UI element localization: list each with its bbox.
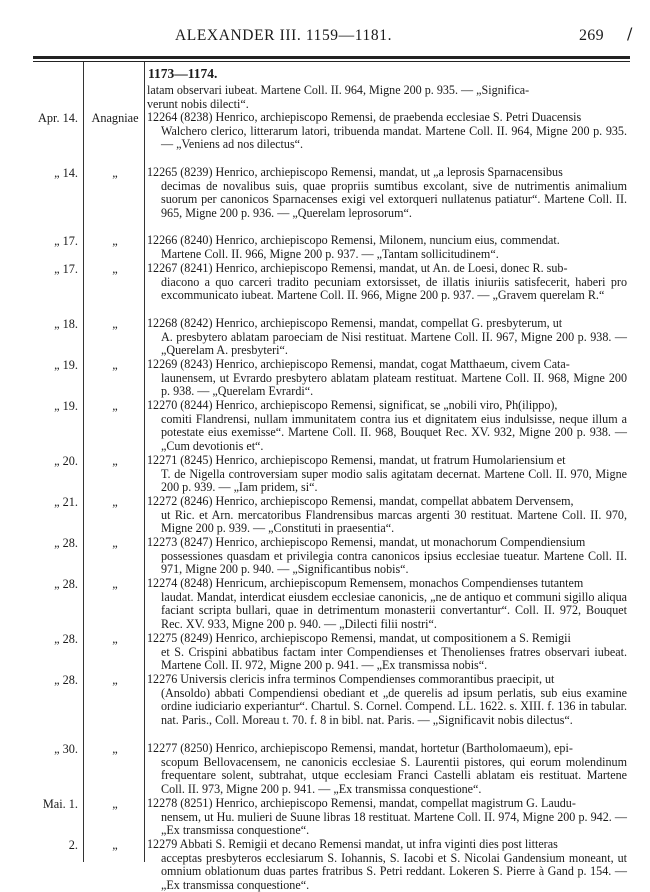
entry-first-line: 12277 (8250) Henrico, archiepiscopo Remensi, mandat, hortetur (Bartholomaeum), epi- [147,741,573,755]
entry-text [147,358,627,399]
entry-date: „ 28. [54,673,78,687]
entry-first-line: 12278 (8251) Henrico, archiepiscopo Remensi, mandat, compellat magistrum G. Laudu- [147,796,576,810]
entry-place: „ [112,317,118,331]
entry-date: Apr. 14. [38,111,78,125]
continuation-line: latam observari iubeat. Martene Coll. II. 964, Migne 200 p. 935. — „Significa- [147,83,530,97]
entry-text [147,262,627,303]
entry-text [147,495,627,536]
entry-text [147,838,627,892]
entry-body: (Ansoldo) abbati Compendiensi obediant et „de querelis ad ipsum perlatis, sub eius examine ordine iudiciario experiantur“. Chartul. S. Cornel. Compend. LL. 1622. s. XIII. f. 136 in tabular. nat. Paris., Coll. Moreau t. 70. f. 8 in bibl. nat. Paris. — „Significavit nobis dilectus“. [161,685,627,727]
entry-place: „ [112,742,118,756]
entry-first-line: 12279 Abbati S. Remigii et decano Remensi mandat, ut infra viginti dies post litteras [147,837,558,851]
entry-body: acceptas presbyteros ecclesiarum S. Iohannis, S. Iacobi et S. Nicolai Gandensium moneant, ut omnium oblationum duas partes fratribus S. Petri reddant. Lokeren S. Pierre à Gand p. 154. — „Ex transmissa conquestione“. [161,850,627,892]
entry-first-line: 12275 (8249) Henrico, archiepiscopo Remensi, mandat, ut compositionem a S. Remigii [147,631,571,645]
entry-date: „ 28. [54,577,78,591]
entry-body: Walchero clerico, litterarum latori, tribuenda mandat. Martene Coll. II. 964, Migne 200 p. 935. — „Veniens ad nos dilectus“. [161,123,627,152]
entry-text [147,166,627,220]
entry-first-line: 12271 (8245) Henrico, archiepiscopo Remensi, mandat, ut fratrum Humolariensium et [147,453,566,467]
entry-place: „ [112,166,118,180]
entry-body: laudat. Mandat, interdicat eiusdem ecclesiae canonicis, „ne de antiquo et communi sigillo aliqua faciant scripta bullari, quae in detrimentum monasterii convertantur“. Coll. II. 972, Bouquet Rec. XV. 933, Migne 200 p. 940. — „Dilecti filii nostri“. [161,589,627,631]
entry-text [147,84,627,111]
column-divider-place [144,62,145,862]
entry-body: decimas de novalibus suis, quae propriis sumtibus excolant, sive de nutrimentis animalium suorum per canonicos Sparnacenses exigi vel extorqueri nullatenus patiatur“. Martene Coll. II. 965, Migne 200 p. 936. — „Querelam leprosorum“. [161,178,627,220]
header-rule-thick [33,56,630,59]
entry-date: „ 18. [54,317,78,331]
entry-first-line: 12267 (8241) Henrico, archiepiscopo Remensi, mandat, ut An. de Loesi, donec R. sub- [147,261,568,275]
margin-mark: / [627,24,633,43]
entry-text [147,399,627,453]
entry-date: „ 28. [54,536,78,550]
entry-date: 2. [68,838,78,852]
entry-body: nensem, ut Hu. mulieri de Suune libras 18 restituat. Martene Coll. II. 974, Migne 200 p. 942. — „Ex transmissa conquestione“. [161,809,627,838]
entry-date: „ 30. [54,742,78,756]
entry-first-line: 12273 (8247) Henrico, archiepiscopo Remensi, mandat, ut monachorum Compendiensium [147,535,586,549]
header-title: ALEXANDER III. 1159—1181. [175,27,393,44]
entry-body: Martene Coll. II. 966, Migne 200 p. 937. — „Tantam sollicitudinem“. [161,246,499,261]
entry-first-line: 12264 (8238) Henrico, archiepiscopo Remensi, de praebenda ecclesiae S. Petri Duacensis [147,110,582,124]
entry-body: possessiones quasdam et privilegia contra canonicos ipsius ecclesiae tueatur. Martene Coll. II. 971, Migne 200 p. 940. — „Significantibus nobis“. [161,548,627,577]
column-divider-date [83,62,84,862]
entry-first-line: 12272 (8246) Henrico, archiepiscopo Remensi, mandat, compellat abbatem Dervensem, [147,494,574,508]
entry-text [147,317,627,358]
page-number: 269 [579,27,604,44]
entry-text [147,234,627,261]
entry-first-line: 12266 (8240) Henrico, archiepiscopo Remensi, Milonem, nuncium eius, commendat. [147,233,560,247]
entry-body: T. de Nigella controversiam super modio salis agitatam decernat. Martene Coll. II. 970, Migne 200 p. 939. — „Iam pridem, si“. [161,466,627,495]
entry-text [147,577,627,631]
entry-body: diacono a quo carceri tradito pecuniam extorsisset, de illatis iniuriis satisfecerit, haberi pro excommunicato iubeat. Martene Coll. II. 966, Migne 200 p. 937. — „Gravem querelam R.“ [161,274,627,303]
entry-first-line: 12270 (8244) Henrico, archiepiscopo Remensi, significat, se „nobili viro, Ph(ilippo), [147,398,558,412]
entry-place: „ [112,262,118,276]
continuation-line: verunt nobis dilecti“. [147,96,249,111]
entry-place: „ [112,358,118,372]
entry-place: „ [112,632,118,646]
entry-body: comiti Flandrensi, nullam immunitatem contra ius et dignitatem eius indulsisse, neque illum a potestate eius exemisse“. Martene Coll. II. 968, Bouquet Rec. XV. 932, Migne 200 p. 938. — „Cum devotionis et“. [161,411,627,453]
entry-body: A. presbytero ablatam paroeciam de Nisi restituat. Martene Coll. II. 967, Migne 200 p. 938. — „Querelam A. presbyteri“. [161,329,627,358]
entry-body: ut Ric. et Arn. mercatoribus Flandrensibus marcas argenti 30 restituat. Martene Coll. II. 970, Migne 200 p. 939. — „Constituti in praesentia“. [161,507,627,536]
entry-first-line: 12265 (8239) Henrico, archiepiscopo Remensi, mandat, ut „a leprosis Sparnacensibus [147,165,563,179]
entry-date: „ 28. [54,632,78,646]
entry-date: „ 17. [54,234,78,248]
entry-place: „ [112,536,118,550]
entry-date: „ 19. [54,399,78,413]
entry-text [147,454,627,495]
header-rule-thin [33,61,630,62]
entry-body: et S. Crispini abbatibus factam inter Compendienses et Thenolienses fratres observari iubeat. Martene Coll. II. 972, Migne 200 p. 941. — „Ex transmissa nobis“. [161,644,627,673]
entry-date: „ 19. [54,358,78,372]
entry-date: „ 17. [54,262,78,276]
entry-first-line: 12276 Universis clericis infra terminos Compendienses commorantibus praecipit, ut [147,672,555,686]
entry-place: „ [112,454,118,468]
entry-text [147,536,627,577]
entry-body: launensem, ut Evrardo presbytero ablatam plateam restituat. Martene Coll. II. 968, Migne 200 p. 938. — „Querelam Evrardi“. [161,370,627,399]
entry-text [147,742,627,796]
entry-date: Mai. 1. [42,797,78,811]
entry-body: scopum Bellovacensem, ne canonicis ecclesiae S. Laurentii pistores, qui eorum molendinum frequentare solent, subtrahat, utque ecclesiam Franci Castelli ablatam eis restituat. Martene Coll. II. 973, Migne 200 p. 941. — „Ex transmissa conquestione“. [161,754,627,796]
entry-first-line: 12274 (8248) Henricum, archiepiscopum Remensem, monachos Compendienses tutantem [147,576,584,590]
entry-place: Anagniae [91,111,139,125]
entry-date: „ 21. [54,495,78,509]
entry-text [147,111,627,152]
entry-place: „ [112,577,118,591]
running-header [0,22,650,48]
entry-text [147,797,627,838]
entry-place: „ [112,838,118,852]
entry-place: „ [112,797,118,811]
entry-place: „ [112,234,118,248]
entry-place: „ [112,399,118,413]
entry-text [147,632,627,673]
period-heading: 1173—1174. [148,66,218,81]
entry-place: „ [112,495,118,509]
entry-place: „ [112,673,118,687]
entry-text [147,673,627,727]
entry-first-line: 12268 (8242) Henrico, archiepiscopo Remensi, mandat, compellat G. presbyterum, ut [147,316,563,330]
entry-date: „ 20. [54,454,78,468]
entry-date: „ 14. [54,166,78,180]
entry-first-line: 12269 (8243) Henrico, archiepiscopo Remensi, mandat, cogat Matthaeum, civem Cata- [147,357,570,371]
